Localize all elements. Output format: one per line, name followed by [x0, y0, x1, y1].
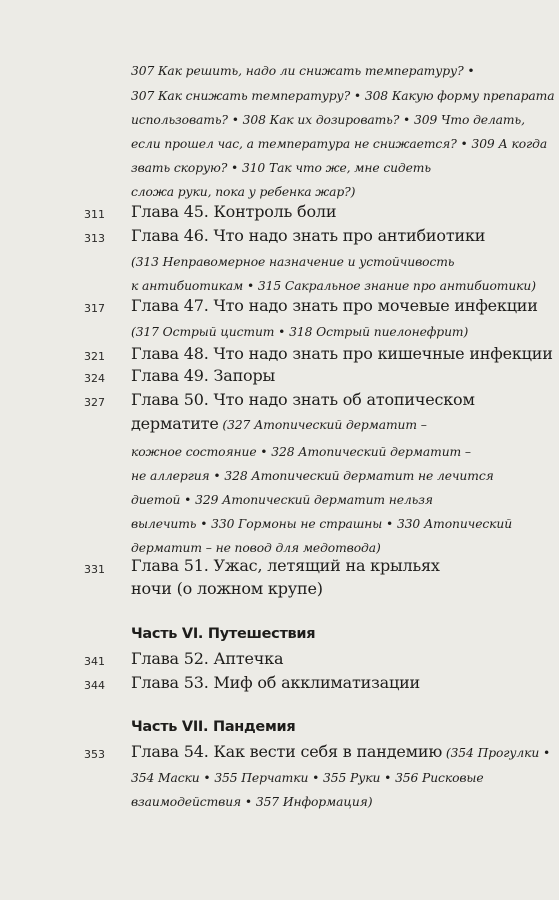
toc-page-number: 313 — [84, 232, 105, 245]
toc-subline: взаимодействия • 357 Информация) — [131, 795, 373, 809]
toc-subline: диетой • 329 Атопический дерматит нельзя — [131, 493, 433, 507]
toc-subline: звать скорую? • 310 Так что же, мне сидеть — [131, 161, 431, 175]
toc-subline: сложа руки, пока у ребенка жар?) — [131, 185, 356, 199]
toc-subline: дерматит – не повод для медотвода) — [131, 541, 381, 555]
toc-chapter-title: Глава 45. Контроль боли — [131, 202, 337, 221]
toc-subline: 307 Как снижать температуру? • 308 Какую форму препарата — [131, 89, 555, 103]
toc-page-number: 321 — [84, 350, 105, 363]
toc-chapter-title: Глава 51. Ужас, летящий на крыльях — [131, 556, 440, 575]
toc-chapter-title: Глава 52. Аптечка — [131, 649, 284, 668]
toc-chapter-text: Глава 54. Как вести себя в пандемию — [131, 742, 443, 761]
toc-page-number: 331 — [84, 563, 105, 576]
toc-subline: использовать? • 308 Как их дозировать? • 309 Что делать, — [131, 113, 525, 127]
toc-page-number: 353 — [84, 748, 105, 761]
toc-subline: (317 Острый цистит • 318 Острый пиелонефрит) — [131, 325, 469, 339]
toc-chapter-title-continued — [131, 416, 427, 432]
toc-subline: если прошел час, а температура не снижается? • 309 А когда — [131, 137, 548, 151]
toc-subline: вылечить • 330 Гормоны не страшны • 330 Атопический — [131, 517, 513, 531]
toc-chapter-text: дерматите — [131, 414, 219, 433]
toc-chapter-title: Глава 49. Запоры — [131, 366, 276, 385]
toc-chapter-title: Глава 50. Что надо знать об атопическом — [131, 390, 475, 409]
toc-subline: не аллергия • 328 Атопический дерматит не лечится — [131, 469, 494, 483]
toc-subline: 307 Как решить, надо ли снижать температуру? • — [131, 64, 475, 78]
toc-chapter-title: Глава 47. Что надо знать про мочевые инфекции — [131, 296, 538, 315]
toc-chapter-title — [131, 744, 550, 760]
toc-subline: (313 Неправомерное назначение и устойчивость — [131, 255, 455, 269]
toc-page-number: 317 — [84, 302, 105, 315]
toc-subline: к антибиотикам • 315 Сакральное знание про антибиотики) — [131, 279, 536, 293]
toc-chapter-title: Глава 48. Что надо знать про кишечные инфекции — [131, 344, 553, 363]
toc-subline: кожное состояние • 328 Атопический дерматит – — [131, 445, 471, 459]
toc-subline: 354 Маски • 355 Перчатки • 355 Руки • 356 Рисковые — [131, 771, 484, 785]
toc-page-number: 341 — [84, 655, 105, 668]
toc-chapter-title: Глава 46. Что надо знать про антибиотики — [131, 226, 486, 245]
toc-chapter-title-continued: ночи (о ложном крупе) — [131, 579, 323, 598]
toc-page-number: 344 — [84, 679, 105, 692]
toc-subline-inline: (327 Атопический дерматит – — [218, 418, 427, 432]
toc-chapter-title: Глава 53. Миф об акклиматизации — [131, 673, 421, 692]
toc-part-title: Часть VI. Путешествия — [131, 626, 316, 642]
toc-subline-inline: (354 Прогулки • — [442, 746, 551, 760]
toc-page-number: 327 — [84, 396, 105, 409]
toc-page-number: 324 — [84, 372, 105, 385]
toc-page-number: 311 — [84, 208, 105, 221]
toc-part-title: Часть VII. Пандемия — [131, 719, 296, 735]
